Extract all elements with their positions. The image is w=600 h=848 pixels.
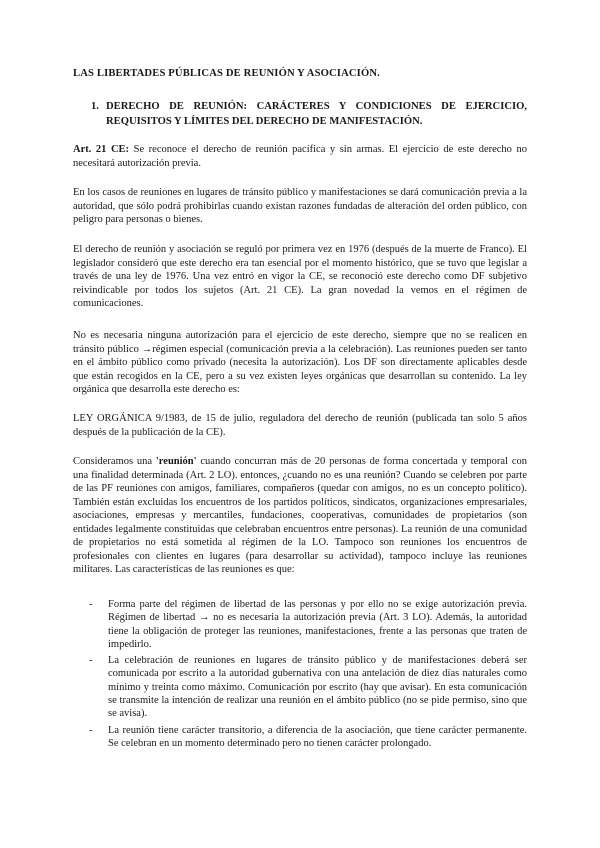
- characteristics-list: [89, 598, 527, 753]
- list-item: [89, 598, 527, 651]
- bullet-dash: -: [89, 724, 93, 736]
- paragraph-concepto-reunion: [73, 455, 527, 577]
- section-heading: [91, 99, 527, 129]
- article-text: Se reconoce el derecho de reunión pacífica y sin armas. El ejercicio de este derecho no necesitará autorización previa.: [73, 144, 527, 169]
- paragraph-autorizacion: No es necesaria ninguna autorización para el ejercicio de este derecho, siempre que no se realicen en tránsito público →régimen especial (comunicación previa a la celebración). Las reuniones pueden ser tanto en el ámbito público como privado (necesita la autorización). Los DF son directamente aplicables desde que están recogidos en la CE, pero a su vez existen leyes orgánicas que desarrollan su contenido. La ley orgánica que desarrolla este derecho es:: [73, 330, 527, 395]
- paragraph-transito: En los casos de reuniones en lugares de tránsito público y manifestaciones se dará comunicación previa a la autoridad, que sólo podrá prohibirlas cuando existan razones fundadas de alteración del orden público, con peligro para personas o bienes.: [73, 187, 527, 225]
- list-item-text: La reunión tiene carácter transitorio, a diferencia de la asociación, que tiene carácter permanente. Se celebran en un momento determinado pero no tienen carácter prolongado.: [108, 724, 527, 749]
- reunion-term: 'reunión': [155, 456, 197, 467]
- concepto-intro: Consideramos una: [73, 456, 156, 467]
- paragraph-historia: El derecho de reunión y asociación se reguló por primera vez en 1976 (después de la muerte de Franco). El legislador consideró que este derecho era tan esencial por el momento histórico, que se tuvo que legislar a través de una ley de 1976. Una vez entró en vigor la CE, se reconoció este derecho como DF subjetivo reivindicable por todos los sujetos (Art. 21 CE). La gran novedad la vemos en el régimen de comunicaciones.: [73, 244, 527, 309]
- list-item: [89, 654, 527, 720]
- list-item-text: Forma parte del régimen de libertad de las personas y por ello no se exige autorización previa. Régimen de libertad → no es necesaria la autorización previa (Art. 3 LO). Además, la autoridad tiene la obligación de proteger las reuniones, manifestaciones, frente a las personas que traten de impedirlo.: [108, 599, 527, 650]
- bullet-dash: -: [89, 655, 93, 667]
- concepto-text: cuando concurran más de 20 personas de forma concertada y temporal con una finalidad determinada (Art. 2 LO). entonces, ¿cuando no es una reunión? Cuando se celebren por parte de las PF reuniones con amigos, familiares, compañeros (quedar con amigos, no es un concepto político). También están excluidas los encuentros de los partidos políticos, sindicatos, organizaciones empresariales, asociaciones, empresas y mercantiles, fundaciones, cooperativas, comunidades de propietarios (son entidades legalmente constituidas que celebraban encuentros entre personas). La reunión de una comunidad de propietarios no está sometida al régimen de la LO. Tampoco son reuniones los encuentros de profesionales con clientes en lugares (para desarrollar su actividad), tampoco incluye las reuniones militares. Las características de las reuniones es que:: [73, 456, 527, 575]
- bullet-dash: -: [89, 599, 93, 610]
- article-label: Art. 21 CE:: [73, 144, 130, 155]
- section-number: 1.: [91, 101, 99, 112]
- section-title: DERECHO DE REUNIÓN: CARÁCTERES Y CONDICIONES DE EJERCICIO, REQUISITOS Y LÍMITES DEL DERECHO DE MANIFESTACIÓN.: [106, 101, 527, 127]
- list-item-text: La celebración de reuniones en lugares de tránsito público y de manifestaciones deberá ser comunicada por escrito a la autoridad gubernativa con una antelación de diez días naturales como mínimo y treinta como máximo. Comunicación por escrito (hay que avisar). En esta comunicación se transmite la intención de realizar una reunión en el ámbito público (no se pide permiso, sino que se avisa).: [108, 655, 527, 720]
- document-title: LAS LIBERTADES PÚBLICAS DE REUNIÓN Y ASOCIACIÓN.: [73, 68, 380, 79]
- paragraph-art21: [73, 143, 527, 170]
- list-item: [89, 724, 527, 751]
- paragraph-ley-organica: LEY ORGÁNICA 9/1983, de 15 de julio, reguladora del derecho de reunión (publicada tan solo 5 años después de la publicación de la CE).: [73, 413, 527, 438]
